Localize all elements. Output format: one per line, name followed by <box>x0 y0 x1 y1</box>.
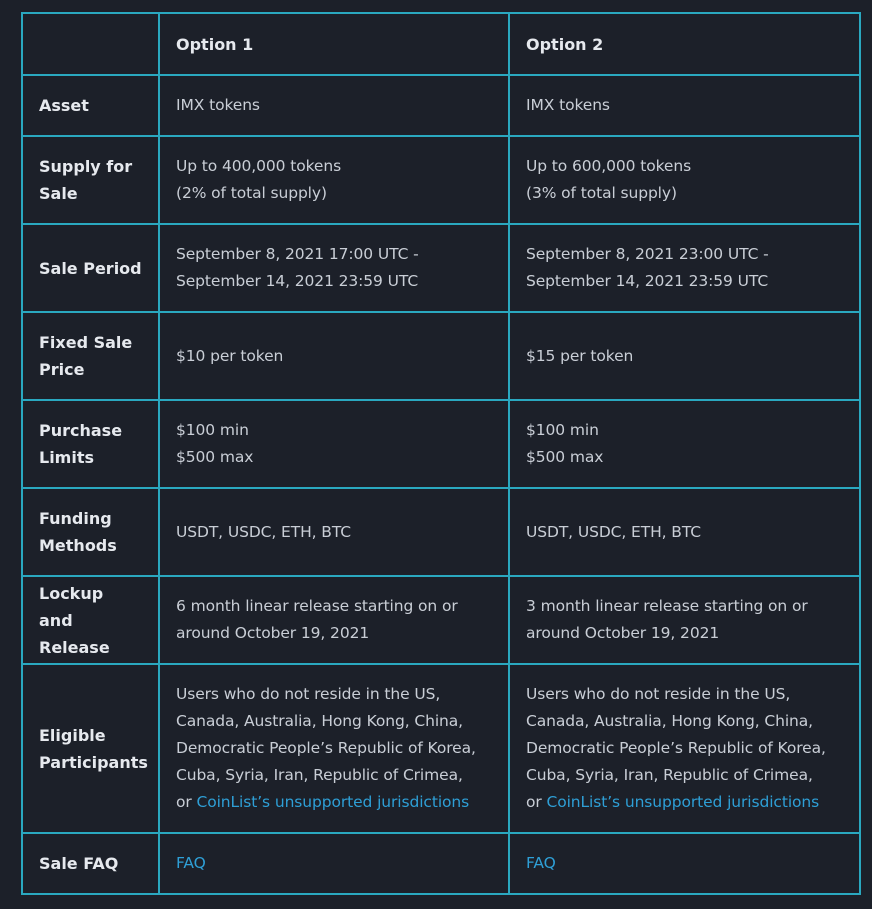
period-option-2-line-1: September 8, 2021 23:00 UTC - <box>526 245 769 263</box>
eligible-option-2-line-3: Democratic People’s Republic of Korea, <box>526 739 826 757</box>
row-label-supply <box>22 136 159 224</box>
lockup-option-2-line-1: 3 month linear release starting on or <box>526 597 808 615</box>
row-label-eligible-line-2: Participants <box>39 752 148 772</box>
header-corner-cell <box>22 13 159 75</box>
faq-link-2[interactable]: FAQ <box>526 854 556 872</box>
supply-option-1-line-1: Up to 400,000 tokens <box>176 157 342 175</box>
unsupported-jurisdictions-link-1[interactable]: CoinList’s unsupported jurisdictions <box>196 793 470 811</box>
eligible-option-1-line-4: Cuba, Syria, Iran, Republic of Crimea, <box>176 766 463 784</box>
lockup-option-1-line-1: 6 month linear release starting on or <box>176 597 458 615</box>
limits-option-1-max: $500 max <box>176 448 254 466</box>
row-label-lockup-line-1: Lockup and <box>39 583 104 630</box>
header-option-2: Option 2 <box>509 13 860 75</box>
table-row-sale-period <box>22 224 860 312</box>
row-label-fixed-price <box>22 312 159 400</box>
supply-option-1 <box>159 136 509 224</box>
table-header-row <box>22 13 860 75</box>
period-option-1-line-1: September 8, 2021 17:00 UTC - <box>176 245 419 263</box>
header-option-1: Option 1 <box>159 13 509 75</box>
limits-option-1-min: $100 min <box>176 421 249 439</box>
eligible-option-1-line-2: Canada, Australia, Hong Kong, China, <box>176 712 463 730</box>
row-label-asset: Asset <box>22 75 159 136</box>
row-label-eligible-participants <box>22 664 159 833</box>
period-option-2 <box>509 224 860 312</box>
row-label-lockup-line-2: Release <box>39 637 110 657</box>
eligible-option-2-prefix: or <box>526 793 547 811</box>
lockup-option-1-line-2: around October 19, 2021 <box>176 624 370 642</box>
row-label-sale-faq: Sale FAQ <box>22 833 159 894</box>
supply-option-1-line-2: (2% of total supply) <box>176 184 327 202</box>
row-label-sale-period: Sale Period <box>22 224 159 312</box>
row-label-purchase-limits <box>22 400 159 488</box>
limits-option-2 <box>509 400 860 488</box>
funding-option-1: USDT, USDC, ETH, BTC <box>159 488 509 576</box>
unsupported-jurisdictions-link-2[interactable]: CoinList’s unsupported jurisdictions <box>546 793 820 811</box>
row-label-price-line-2: Price <box>39 360 85 379</box>
eligible-option-2-line-4: Cuba, Syria, Iran, Republic of Crimea, <box>526 766 813 784</box>
row-label-funding-methods <box>22 488 159 576</box>
eligible-option-2-line-1: Users who do not reside in the US, <box>526 685 791 703</box>
price-option-1: $10 per token <box>159 312 509 400</box>
lockup-option-2 <box>509 576 860 664</box>
row-label-limits-line-1: Purchase <box>39 421 123 440</box>
row-label-funding-line-1: Funding <box>39 509 112 528</box>
limits-option-1 <box>159 400 509 488</box>
lockup-option-2-line-2: around October 19, 2021 <box>526 624 720 642</box>
asset-option-2: IMX tokens <box>509 75 860 136</box>
row-label-funding-line-2: Methods <box>39 536 117 555</box>
table-row-lockup-release <box>22 576 860 664</box>
faq-option-2 <box>509 833 860 894</box>
eligible-option-2 <box>509 664 860 833</box>
supply-option-2 <box>509 136 860 224</box>
row-label-eligible-line-1: Eligible <box>39 725 106 745</box>
eligible-option-1-line-3: Democratic People’s Republic of Korea, <box>176 739 476 757</box>
eligible-option-2-line-2: Canada, Australia, Hong Kong, China, <box>526 712 813 730</box>
limits-option-2-min: $100 min <box>526 421 599 439</box>
supply-option-2-line-1: Up to 600,000 tokens <box>526 157 692 175</box>
table-row-eligible-participants <box>22 664 860 833</box>
eligible-option-1-line-5 <box>176 789 492 816</box>
period-option-1 <box>159 224 509 312</box>
lockup-option-1 <box>159 576 509 664</box>
row-label-supply-line-1: Supply for <box>39 157 133 176</box>
price-option-2: $15 per token <box>509 312 860 400</box>
table-row-fixed-price <box>22 312 860 400</box>
eligible-option-2-line-5 <box>526 789 843 816</box>
table-row-asset <box>22 75 860 136</box>
table-row-purchase-limits <box>22 400 860 488</box>
eligible-option-1 <box>159 664 509 833</box>
sale-options-table-container <box>21 12 859 895</box>
funding-option-2: USDT, USDC, ETH, BTC <box>509 488 860 576</box>
table-row-sale-faq <box>22 833 860 894</box>
faq-link-1[interactable]: FAQ <box>176 854 206 872</box>
table-row-funding-methods <box>22 488 860 576</box>
period-option-2-line-2: September 14, 2021 23:59 UTC <box>526 272 769 290</box>
table-row-supply <box>22 136 860 224</box>
eligible-option-1-line-1: Users who do not reside in the US, <box>176 685 441 703</box>
row-label-lockup-release <box>22 576 159 664</box>
row-label-supply-line-2: Sale <box>39 184 78 203</box>
asset-option-1: IMX tokens <box>159 75 509 136</box>
period-option-1-line-2: September 14, 2021 23:59 UTC <box>176 272 419 290</box>
limits-option-2-max: $500 max <box>526 448 604 466</box>
sale-options-table <box>21 12 861 895</box>
faq-option-1 <box>159 833 509 894</box>
row-label-price-line-1: Fixed Sale <box>39 333 133 352</box>
supply-option-2-line-2: (3% of total supply) <box>526 184 677 202</box>
eligible-option-1-prefix: or <box>176 793 197 811</box>
row-label-limits-line-2: Limits <box>39 448 95 467</box>
